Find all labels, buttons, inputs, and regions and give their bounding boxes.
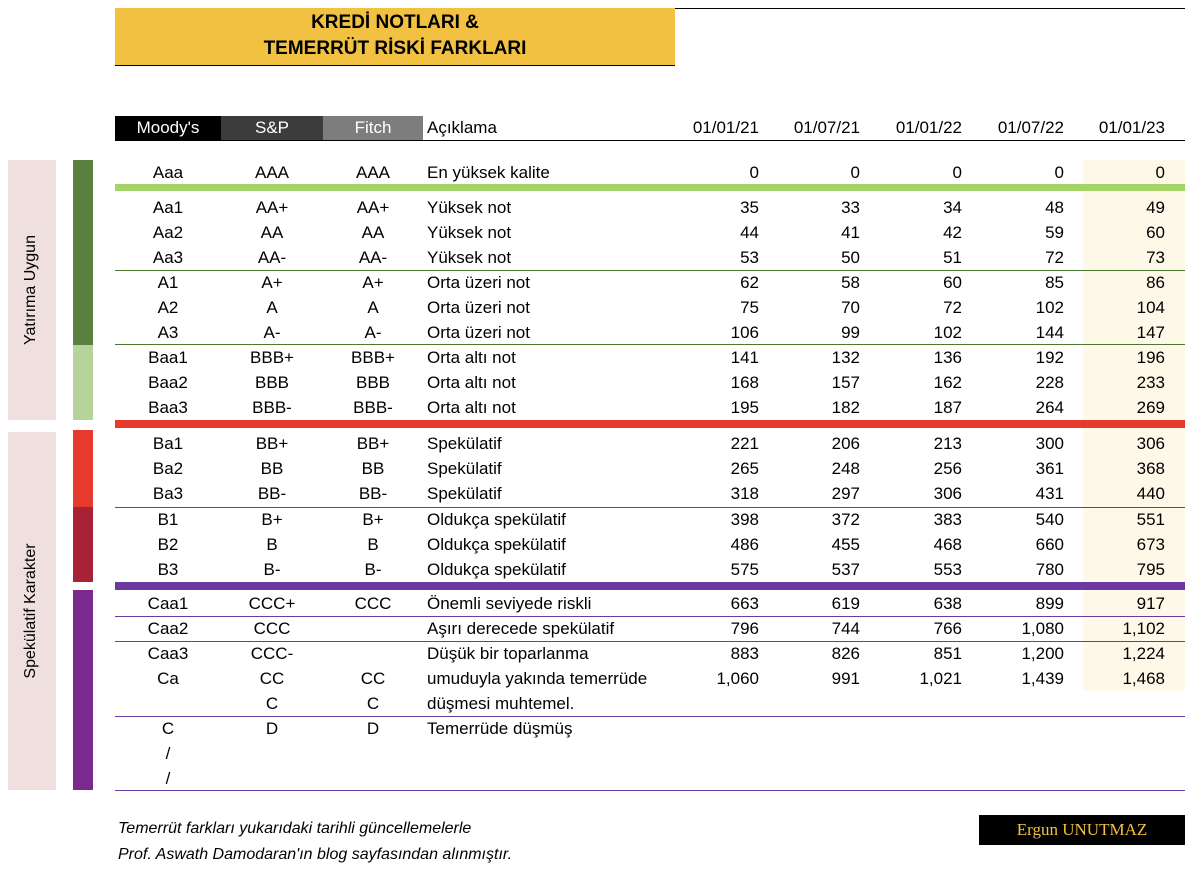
spread-value: 44 (740, 223, 759, 242)
rating-moodys: Baa2 (148, 373, 188, 392)
spread-value: 41 (841, 223, 860, 242)
rating-sp: B+ (261, 510, 283, 529)
bar-high-grade (73, 160, 93, 345)
rating-moodys: Caa1 (147, 594, 189, 613)
spread-value: 1,102 (1122, 619, 1165, 638)
spread-value: 72 (1045, 248, 1064, 267)
spread-value: 575 (730, 560, 759, 579)
rating-moodys: C (161, 719, 175, 738)
rating-moodys: Caa3 (147, 644, 189, 663)
spread-value: 851 (933, 644, 962, 663)
rating-fitch: BBB- (353, 398, 393, 417)
rating-sp: CCC- (250, 644, 294, 663)
spread-value: 195 (730, 398, 759, 417)
spread-value: 826 (831, 644, 860, 663)
rating-description: Aşırı derecede spekülatif (427, 619, 615, 638)
rating-sp: B- (263, 560, 281, 579)
spread-value: 48 (1045, 198, 1064, 217)
spread-value: 0 (1054, 163, 1064, 182)
spread-value: 1,200 (1021, 644, 1064, 663)
spread-value: 318 (730, 484, 759, 503)
spread-value: 1,021 (919, 669, 962, 688)
spread-value: 297 (831, 484, 860, 503)
rating-description: Düşük bir toparlanma (427, 644, 589, 663)
spread-value (660, 716, 759, 741)
spread-value: 265 (730, 459, 759, 478)
rating-fitch: BB (361, 459, 385, 478)
rating-sp: A+ (261, 273, 283, 292)
investment-grade-label: Yatırıma Uygun (22, 235, 39, 345)
rating-moodys: Aa1 (152, 198, 184, 217)
spread-value: 42 (943, 223, 962, 242)
spread-value: 619 (831, 594, 860, 613)
spread-value: 383 (933, 510, 962, 529)
rating-moodys: A2 (157, 298, 179, 317)
spread-value: 73 (1146, 248, 1165, 267)
spread-value: 144 (1035, 323, 1064, 342)
rating-moodys: Aaa (152, 163, 184, 182)
spread-value: 766 (933, 619, 962, 638)
rating-fitch (323, 766, 423, 791)
spread-value (962, 741, 1064, 766)
rating-fitch: B- (364, 560, 382, 579)
spread-value: 917 (1136, 594, 1165, 613)
rating-description: Spekülatif (427, 434, 502, 453)
rating-sp: AA (260, 223, 284, 242)
spread-value: 368 (1136, 459, 1165, 478)
spread-value: 0 (749, 163, 759, 182)
spread-value: 663 (730, 594, 759, 613)
rating-fitch: A- (364, 323, 382, 342)
spread-value (860, 741, 962, 766)
rating-fitch: A+ (362, 273, 384, 292)
author-signature: Ergun UNUTMAZ (979, 815, 1185, 845)
spread-value: 33 (841, 198, 860, 217)
rating-description: Orta altı not (427, 398, 516, 417)
spread-value: 60 (1146, 223, 1165, 242)
rating-description: Önemli seviyede riskli (427, 594, 592, 613)
rating-sp: A- (263, 323, 281, 342)
rating-moodys: Ba1 (152, 434, 184, 453)
rating-sp: CCC (253, 619, 291, 638)
bar-medium-grade (73, 345, 93, 420)
rating-sp: BB- (257, 484, 287, 503)
spread-value: 540 (1035, 510, 1064, 529)
title-line-1: KREDİ NOTLARI & (311, 12, 479, 33)
footnote-line-2: Prof. Aswath Damodaran'ın blog sayfasından alınmıştır. (118, 846, 513, 863)
rating-sp (221, 766, 323, 791)
rating-sp: CC (259, 669, 285, 688)
spread-value: 221 (730, 434, 759, 453)
rating-fitch: A (367, 298, 379, 317)
rating-moodys (115, 691, 221, 716)
rating-fitch: BBB+ (351, 348, 395, 367)
spread-value: 34 (943, 198, 962, 217)
spread-value: 104 (1136, 298, 1165, 317)
rating-sp: BB (260, 459, 284, 478)
spread-value: 0 (850, 163, 860, 182)
spread-value: 431 (1035, 484, 1064, 503)
spread-value: 147 (1136, 323, 1165, 342)
rating-description: Oldukça spekülatif (427, 560, 566, 579)
rating-sp: A (266, 298, 278, 317)
spread-value: 187 (933, 398, 962, 417)
spread-value: 0 (952, 163, 962, 182)
spread-value: 233 (1136, 373, 1165, 392)
rating-fitch (323, 641, 423, 666)
spread-value (660, 691, 759, 716)
rating-fitch: AA (361, 223, 385, 242)
rating-description: Yüksek not (427, 248, 512, 267)
title-bottom-rule (115, 65, 675, 66)
rating-sp: AA- (257, 248, 287, 267)
rating-moodys: Ba2 (152, 459, 184, 478)
rating-description: Orta altı not (427, 373, 516, 392)
spread-value: 192 (1035, 348, 1064, 367)
bar-highly-speculative (73, 507, 93, 582)
spread-value: 306 (1136, 434, 1165, 453)
spread-value (760, 716, 860, 741)
spread-value (1066, 766, 1165, 791)
spread-value: 206 (831, 434, 860, 453)
page-title (115, 8, 675, 65)
header-date: 01/07/22 (997, 118, 1064, 137)
rating-description: Orta üzeri not (427, 273, 530, 292)
spread-value: 264 (1035, 398, 1064, 417)
rating-fitch: AAA (355, 163, 391, 182)
rating-fitch: C (366, 694, 380, 713)
spread-value: 553 (933, 560, 962, 579)
rating-moodys: B3 (157, 560, 179, 579)
spread-value: 660 (1035, 535, 1064, 554)
spread-value: 440 (1136, 484, 1165, 503)
rating-description: Spekülatif (427, 484, 502, 503)
title-top-rule (675, 8, 1185, 9)
rating-description: Spekülatif (427, 459, 502, 478)
rating-moodys: Aa3 (152, 248, 184, 267)
spread-value (1066, 741, 1165, 766)
rating-sp: BBB (254, 373, 290, 392)
spread-value: 673 (1136, 535, 1165, 554)
spread-value (962, 716, 1064, 741)
rating-fitch: BBB (355, 373, 391, 392)
spread-value: 228 (1035, 373, 1064, 392)
spread-value: 50 (841, 248, 860, 267)
spread-value: 883 (730, 644, 759, 663)
rating-fitch: B+ (362, 510, 384, 529)
spread-value: 780 (1035, 560, 1064, 579)
rating-moodys: Aa2 (152, 223, 184, 242)
spread-value: 551 (1136, 510, 1165, 529)
spread-value: 1,080 (1021, 619, 1064, 638)
spread-value: 157 (831, 373, 860, 392)
spread-value: 132 (831, 348, 860, 367)
spread-value: 53 (740, 248, 759, 267)
rating-sp: AA+ (255, 198, 289, 217)
spread-value (660, 741, 759, 766)
spread-value: 398 (730, 510, 759, 529)
separator-green (115, 184, 1185, 191)
spread-value (1066, 716, 1165, 741)
header-date: 01/07/21 (793, 118, 860, 137)
spread-value (860, 691, 962, 716)
spread-value: 62 (740, 273, 759, 292)
rating-fitch: AA- (358, 248, 388, 267)
spread-value: 269 (1136, 398, 1165, 417)
spread-value: 468 (933, 535, 962, 554)
spread-value: 75 (740, 298, 759, 317)
spread-value: 182 (831, 398, 860, 417)
header-moodys: Moody's (115, 116, 221, 140)
rating-fitch (323, 741, 423, 766)
spread-value: 51 (943, 248, 962, 267)
rating-fitch: BB+ (356, 434, 390, 453)
spread-value (760, 766, 860, 791)
spread-value: 102 (933, 323, 962, 342)
spread-value: 361 (1035, 459, 1064, 478)
rating-description: düşmesi muhtemel. (427, 694, 575, 713)
spread-value: 72 (943, 298, 962, 317)
separator-purple (115, 582, 1185, 590)
spread-value: 60 (943, 273, 962, 292)
rating-sp: CCC+ (248, 594, 296, 613)
rating-sp: BBB- (252, 398, 292, 417)
spread-value (860, 716, 962, 741)
spread-value: 486 (730, 535, 759, 554)
spread-value (760, 691, 860, 716)
spread-value: 213 (933, 434, 962, 453)
rating-fitch: AA+ (356, 198, 390, 217)
rating-fitch: CCC (354, 594, 392, 613)
spread-value: 168 (730, 373, 759, 392)
rating-moodys: Caa2 (147, 619, 189, 638)
spread-value: 1,224 (1122, 644, 1165, 663)
rating-moodys: / (165, 744, 171, 763)
rating-fitch: CC (360, 669, 386, 688)
spread-value: 162 (933, 373, 962, 392)
rating-description: Orta üzeri not (427, 323, 530, 342)
rating-description: En yüksek kalite (427, 163, 550, 182)
spread-value: 795 (1136, 560, 1165, 579)
rating-description (427, 741, 687, 766)
spread-value: 248 (831, 459, 860, 478)
rating-sp: B (266, 535, 278, 554)
rating-sp: AAA (254, 163, 290, 182)
spread-value: 70 (841, 298, 860, 317)
header-date: 01/01/21 (692, 118, 759, 137)
spread-value: 1,060 (716, 669, 759, 688)
rating-description: Oldukça spekülatif (427, 535, 566, 554)
spread-value: 58 (841, 273, 860, 292)
rating-fitch (323, 616, 423, 641)
rating-description: Temerrüde düşmüş (427, 719, 573, 738)
rating-fitch: D (366, 719, 380, 738)
rating-sp: BBB+ (250, 348, 294, 367)
bar-substantial-risk (73, 590, 93, 790)
header-sp: S&P (221, 116, 323, 140)
separator-red (115, 420, 1185, 428)
spread-value: 638 (933, 594, 962, 613)
rating-moodys: / (165, 769, 171, 788)
header-date: 01/01/22 (895, 118, 962, 137)
rating-description: Orta üzeri not (427, 298, 530, 317)
spread-value: 256 (933, 459, 962, 478)
spread-value: 537 (831, 560, 860, 579)
spread-value: 106 (730, 323, 759, 342)
rating-moodys: Baa1 (148, 348, 188, 367)
spread-value: 35 (740, 198, 759, 217)
rating-fitch: BB- (358, 484, 388, 503)
spread-value: 136 (933, 348, 962, 367)
spread-value: 300 (1035, 434, 1064, 453)
rating-description (427, 766, 687, 791)
spread-value: 141 (730, 348, 759, 367)
spread-value: 102 (1035, 298, 1064, 317)
rating-description: Yüksek not (427, 198, 512, 217)
spread-value: 86 (1146, 273, 1165, 292)
header-fitch: Fitch (323, 116, 423, 140)
title-line-2: TEMERRÜT RİSKİ FARKLARI (263, 38, 527, 59)
rating-description: Orta altı not (427, 348, 516, 367)
spread-value (860, 766, 962, 791)
spread-value: 899 (1035, 594, 1064, 613)
spread-value: 99 (841, 323, 860, 342)
rating-sp: D (265, 719, 279, 738)
spread-value (962, 691, 1064, 716)
spread-value: 306 (933, 484, 962, 503)
rating-moodys: B1 (157, 510, 179, 529)
rating-moodys: Ba3 (152, 484, 184, 503)
rating-moodys: A3 (157, 323, 179, 342)
spread-value: 455 (831, 535, 860, 554)
rating-description: umuduyla yakında temerrüde (427, 669, 648, 688)
spread-value: 59 (1045, 223, 1064, 242)
rating-moodys: A1 (157, 273, 179, 292)
spread-value: 1,468 (1122, 669, 1165, 688)
spread-value: 49 (1146, 198, 1165, 217)
rating-moodys: Ca (157, 669, 179, 688)
header-description: Açıklama (427, 118, 497, 137)
spread-value (760, 741, 860, 766)
spread-value (1066, 691, 1165, 716)
spread-value: 85 (1045, 273, 1064, 292)
rating-moodys: B2 (157, 535, 179, 554)
spread-value: 1,439 (1021, 669, 1064, 688)
rating-sp: BB+ (255, 434, 289, 453)
header-rule (115, 140, 1185, 141)
rating-sp: C (265, 694, 279, 713)
spread-value (660, 766, 759, 791)
rating-fitch: B (367, 535, 379, 554)
spread-value: 796 (730, 619, 759, 638)
rating-moodys: Baa3 (148, 398, 188, 417)
speculative-label: Spekülatif Karakter (22, 543, 39, 679)
bar-speculative (73, 430, 93, 507)
spread-value: 196 (1136, 348, 1165, 367)
rating-sp (221, 741, 323, 766)
spread-value: 991 (831, 669, 860, 688)
spread-value: 0 (1155, 163, 1165, 182)
spread-value: 372 (831, 510, 860, 529)
rating-description: Yüksek not (427, 223, 512, 242)
footnote-line-1: Temerrüt farkları yukarıdaki tarihli güncellemelerle (118, 820, 472, 837)
header-date: 01/01/23 (1098, 118, 1165, 137)
spread-value: 744 (831, 619, 860, 638)
spread-value (962, 766, 1064, 791)
rating-description: Oldukça spekülatif (427, 510, 566, 529)
